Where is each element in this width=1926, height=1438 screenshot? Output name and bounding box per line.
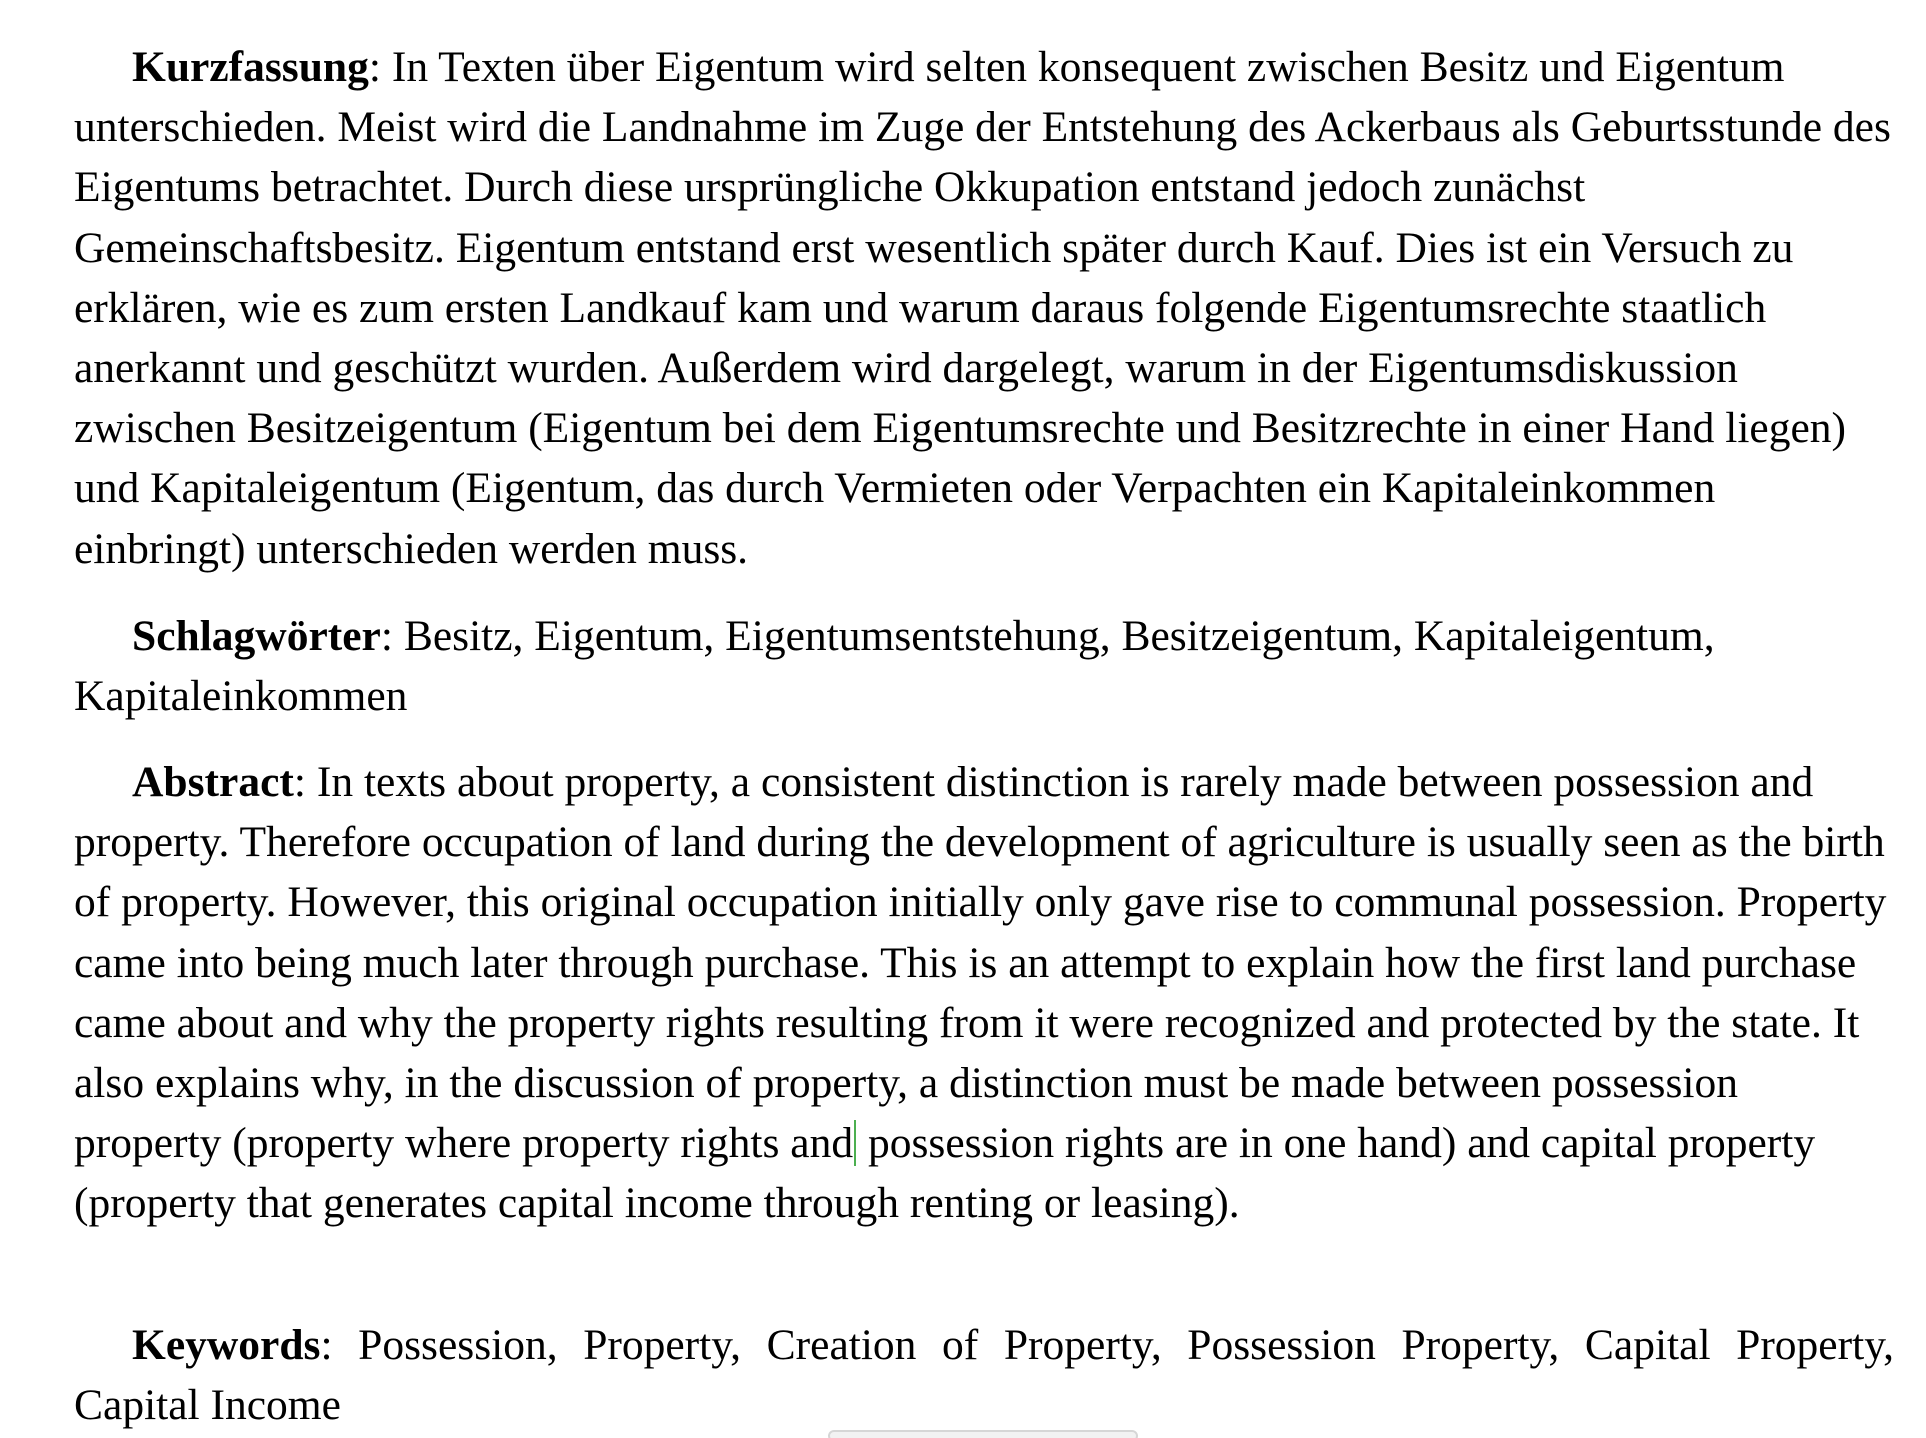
abstract-label: Abstract [132,758,294,806]
abstract-text-after-cursor: possession rights are in one hand) and capital property (property that generates capital income through renting or leasing). [74,1119,1816,1228]
kurzfassung-label: Kurzfassung [132,43,369,91]
text-cursor [854,1120,856,1166]
keywords-text: : Possession, Property, Creation of Property, Possession Property, Capital Property, Capital Income [74,1321,1894,1430]
abstract-paragraph[interactable] [74,752,1894,1234]
schlagwoerter-paragraph[interactable] [74,606,1894,726]
kurzfassung-text: : In Texten über Eigentum wird selten konsequent zwischen Besitz und Eigentum unterschieden. Meist wird die Landnahme im Zuge der Entstehung des Ackerbaus als Geburtsstunde des Eigentums betrachtet. Durch diese ursprüngliche Okkupation entstand jedoch zunächst Gemeinschaftsbesitz. Eigentum entstand erst wesentlich später durch Kauf. Dies ist ein Versuch zu erklären, wie es zum ersten Landkauf kam und warum daraus folgende Eigentumsrechte staatlich anerkannt und geschützt wurden. Außerdem wird dargelegt, warum in der Eigentumsdiskussion zwischen Besitzeigentum (Eigentum bei dem Eigentumsrechte und Besitzrechte in einer Hand liegen) und Kapitaleigentum (Eigentum, das durch Vermieten oder Verpachten ein Kapitaleinkommen einbringt) unterschieden werden muss. [74,43,1891,573]
horizontal-scrollbar-thumb[interactable] [828,1430,1138,1438]
schlagwoerter-text: : Besitz, Eigentum, Eigentumsentstehung, Besitzeigentum, Kapitaleigentum, Kapitaleinkommen [74,612,1715,721]
kurzfassung-paragraph[interactable] [74,37,1894,579]
keywords-paragraph[interactable] [74,1315,1894,1435]
keywords-label: Keywords [132,1321,321,1369]
schlagwoerter-label: Schlagwörter [132,612,381,660]
abstract-text-before-cursor: : In texts about property, a consistent distinction is rarely made between possession and property. Therefore occupation of land during the development of agriculture is usually seen as the birth of property. However, this original occupation initially only gave rise to communal possession. Property came into being much later through purchase. This is an attempt to explain how the first land purchase came about and why the property rights resulting from it were recognized and protected by the state. It also explains why, in the discussion of property, a distinction must be made between possession property (property where property rights and [74,758,1887,1168]
